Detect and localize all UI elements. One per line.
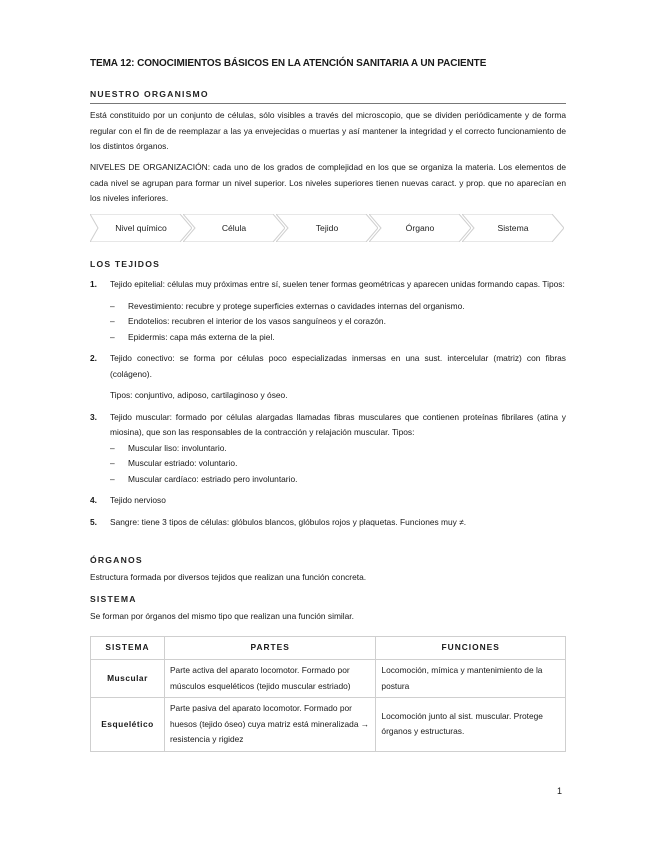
systems-table [90,636,566,752]
list-item [90,351,566,382]
list-item-text: Sangre: tiene 3 tipos de células: glóbulos blancos, glóbulos rojos y plaquetas. Funciones muy ≠. [110,516,467,527]
list-item-text: Tejido muscular: formado por células alargadas llamadas fibras musculares que contienen proteínas fibrilares (atina y miosina), que son las responsables de la contracción y relajación muscular. Tipos: [110,411,566,437]
paragraph-sistema: Se forman por órganos del mismo tipo que realizan una función similar. [90,611,354,621]
sub-list-item: – Revestimiento: recubre y protege superficies externas o cavidades internas del organismo. [110,300,465,311]
list-number: 1. [90,279,97,289]
list-item [90,493,566,509]
table-header: FUNCIONES [376,637,566,660]
section-heading-tejidos: LOS TEJIDOS [90,259,161,269]
section-heading-organos: ÓRGANOS [90,555,143,565]
conectivo-tipos: Tipos: conjuntivo, adiposo, cartilaginoso y óseo. [110,390,288,400]
list-number: 2. [90,353,97,363]
sub-list-item: – Muscular cardíaco: estriado pero involuntario. [110,473,298,484]
section-heading-organismo: NUESTRO ORGANISMO [90,89,209,99]
level-label: Órgano [405,223,435,233]
paragraph-niveles: NIVELES DE ORGANIZACIÓN: cada uno de los grados de complejidad en los que se organiza la materia. Los elementos de cada nivel se agrupan para formar un nivel superior. Los niveles superiores tienen nuevas caract. y prop. que no aparecían en los niveles inferiores. [90,162,566,203]
table-cell: Parte activa del aparato locomotor. Formado por músculos esqueléticos (tejido muscular estriado) [164,660,375,698]
table-cell: Muscular [91,660,165,698]
section-heading-sistema: SISTEMA [90,594,137,604]
level-chevron [276,214,378,242]
sub-list-item: – Muscular liso: involuntario. [110,442,227,453]
list-item-text: Tejido conectivo: se forma por células poco especializadas inmersas en una sust. intercelular (matriz) con fibras (colágeno). [110,353,566,379]
level-label: Tejido [315,223,339,233]
list-item [90,277,566,293]
level-label: Sistema [497,223,529,233]
paragraph-organos: Estructura formada por diversos tejidos que realizan una función concreta. [90,572,367,582]
sub-list-item: – Muscular estriado: voluntario. [110,458,238,468]
document-title: TEMA 12: CONOCIMIENTOS BÁSICOS EN LA ATENCIÓN SANITARIA A UN PACIENTE [90,58,487,69]
list-item-text: Tejido nervioso [110,495,166,505]
level-label: Célula [221,223,247,233]
list-number: 4. [90,495,97,505]
section-divider [90,103,566,104]
organization-levels-flow [90,214,566,242]
sub-list-item: – Endotelios: recubren el interior de los vasos sanguíneos y el corazón. [110,316,386,326]
table-header-row [91,637,566,660]
table-header: PARTES [164,637,375,660]
level-chevron [183,214,285,242]
table-cell: Locomoción, mímica y mantenimiento de la postura [376,660,566,698]
page-number: 1 [557,786,563,796]
table-row [91,660,566,698]
level-label: Nivel químico [115,223,167,233]
table-cell: Parte pasiva del aparato locomotor. Formado por huesos (tejido óseo) cuya matriz está mineralizada → resistencia y rigidez [164,698,375,752]
list-number: 5. [90,516,97,527]
list-item-text: Tejido epitelial: células muy próximas entre sí, suelen tener formas geométricas y aparecen unidas formando capas. Tipos: [110,279,565,289]
list-item [90,515,566,531]
tejidos-list [90,277,566,530]
level-chevron [90,214,192,242]
table-row [91,698,566,752]
list-number: 3. [90,411,97,422]
table-cell: Esquelético [91,698,165,752]
list-item [90,410,566,441]
level-chevron [369,214,471,242]
paragraph-organismo: Está constituido por un conjunto de células, sólo visibles a través del microscopio, que se dividen periódicamente y de forma regular con el fin de de reemplazar a las ya envejecidas o muertas y así mantener la integridad y el correcto funcionamiento de los distintos órganos. [90,110,566,151]
level-chevron [462,214,564,242]
table-cell: Locomoción junto al sist. muscular. Protege órganos y estructuras. [376,698,566,752]
table-header: SISTEMA [91,637,165,660]
sub-list-item: – Epidermis: capa más externa de la piel. [110,331,275,342]
